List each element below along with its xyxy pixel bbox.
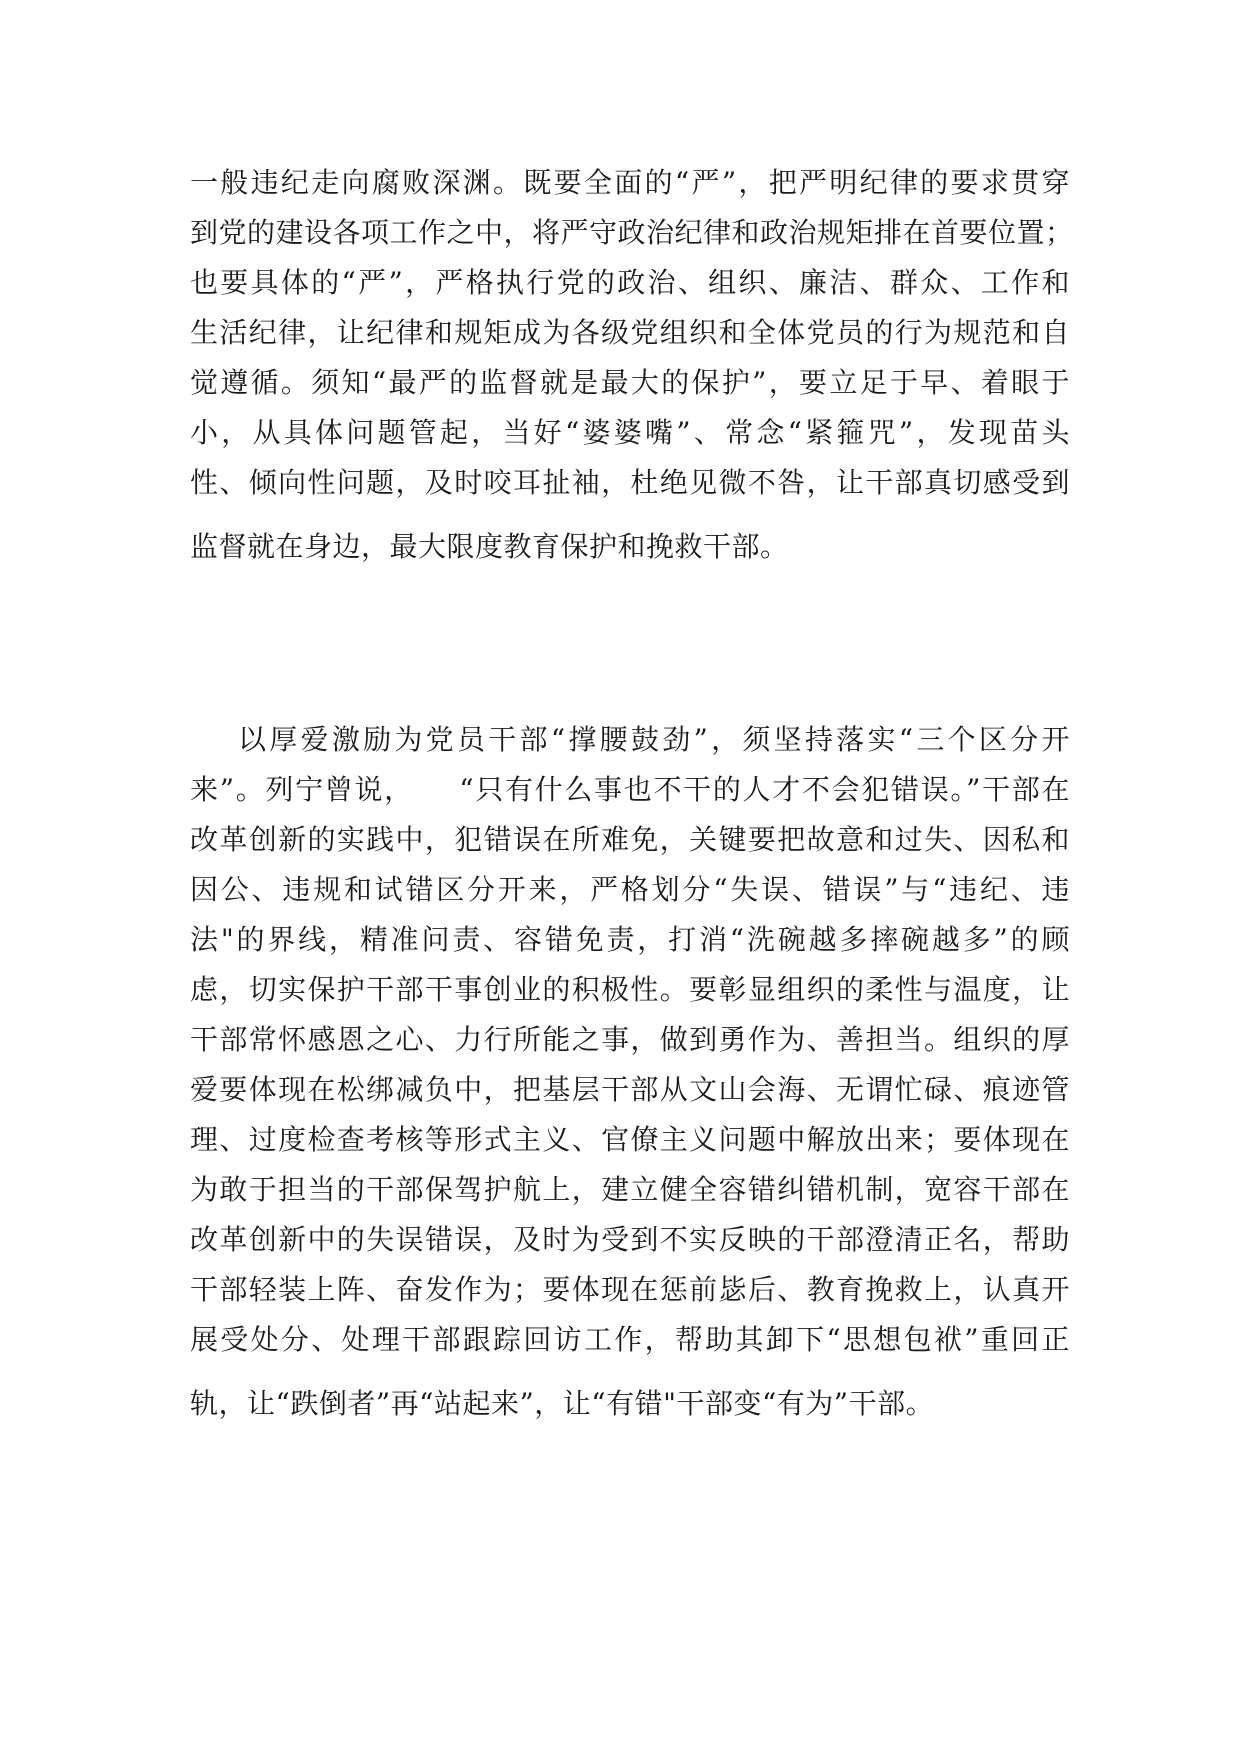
text-line: 改革创新中的失误错误，及时为受到不实反映的干部澄清正名，帮助 <box>190 1223 1070 1256</box>
text-line: 小，从具体问题管起，当好“婆婆嘴”、常念“紧箍咒”，发现苗头 <box>190 416 1070 449</box>
text-line: 性、倾向性问题，及时咬耳扯袖，杜绝见微不咎，让干部真切感受到 <box>190 466 1070 499</box>
text-line: 轨，让“跌倒者”再“站起来”，让“有错"干部变“有为”干部。 <box>190 1387 935 1420</box>
paragraph-2 <box>190 715 1070 1429</box>
text-line: 虑，切实保护干部干事创业的积极性。要彰显组织的柔性与温度，让 <box>190 973 1070 1006</box>
text-line: 干部常怀感恩之心、力行所能之事，做到勇作为、善担当。组织的厚 <box>190 1023 1070 1056</box>
text-line: 改革创新的实践中，犯错误在所难免，关键要把故意和过失、因私和 <box>190 823 1070 856</box>
text-line: 因公、违规和试错区分开来，严格划分“失误、错误”与“违纪、违 <box>190 873 1070 906</box>
text-line: 一般违纪走向腐败深渊。既要全面的“严”，把严明纪律的要求贯穿 <box>190 166 1070 199</box>
text-line: 觉遵循。须知“最严的监督就是最大的保护”，要立足于早、着眼于 <box>190 366 1070 399</box>
text-line: 展受处分、处理干部跟踪回访工作，帮助其卸下“思想包袱”重回正 <box>190 1323 1070 1356</box>
text-line: 干部轻装上阵、奋发作为；要体现在惩前毖后、教育挽救上，认真开 <box>190 1273 1070 1306</box>
text-line: 法"的界线，精准问责、容错免责，打消“洗碗越多摔碗越多”的顾 <box>190 923 1070 956</box>
text-line: 以厚爱激励为党员干部“撑腰鼓劲”，须坚持落实“三个区分开 <box>238 723 1070 756</box>
text-line: 也要具体的“严”，严格执行党的政治、组织、廉洁、群众、工作和 <box>190 266 1070 299</box>
text-line: 监督就在身边，最大限度教育保护和挽救干部。 <box>190 530 789 563</box>
text-line: 爱要体现在松绑减负中，把基层干部从文山会海、无谓忙碌、痕迹管 <box>190 1073 1070 1106</box>
paragraph-1 <box>190 158 1074 572</box>
text-line: 来”。列宁曾说， “只有什么事也不干的人才不会犯错误。”干部在 <box>190 773 1070 806</box>
text-line: 为敢于担当的干部保驾护航上，建立健全容错纠错机制，宽容干部在 <box>190 1173 1070 1206</box>
text-line: 到党的建设各项工作之中，将严守政治纪律和政治规矩排在首要位置； <box>190 216 1074 249</box>
text-line: 生活纪律，让纪律和规矩成为各级党组织和全体党员的行为规范和自 <box>190 316 1070 349</box>
text-line: 理、过度检查考核等形式主义、官僚主义问题中解放出来；要体现在 <box>190 1123 1070 1156</box>
